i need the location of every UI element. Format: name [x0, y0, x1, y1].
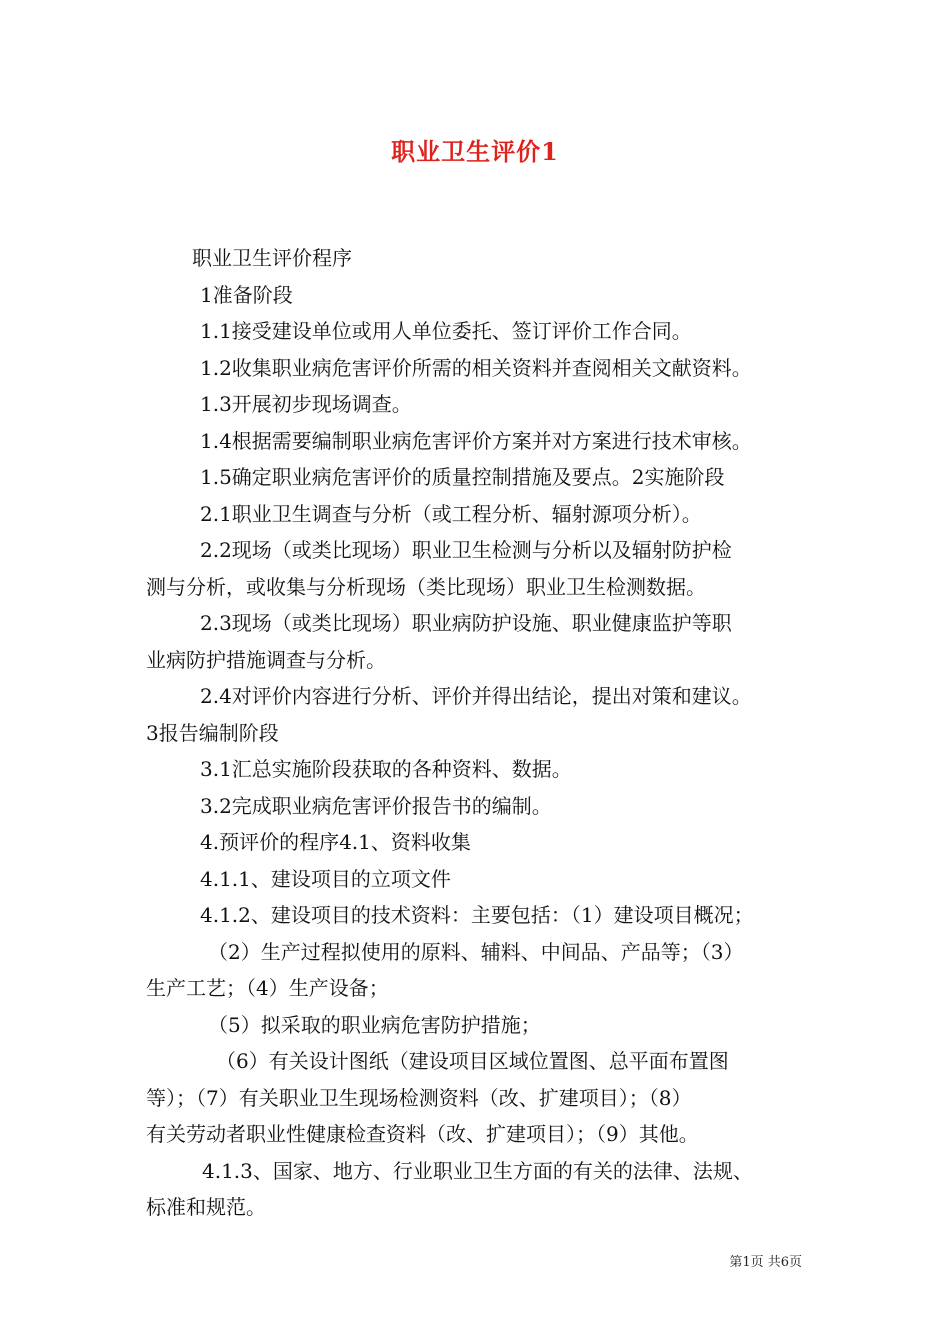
document-title: 职业卫生评价1 — [391, 137, 559, 166]
paragraph-line: 4.1.3、国家、地方、行业职业卫生方面的有关的法律、法规、 — [202, 1158, 753, 1183]
paragraph-line: 等）；（7）有关职业卫生现场检测资料（改、扩建项目）；（8） — [146, 1085, 692, 1110]
paragraph-line: 1.2收集职业病危害评价所需的相关资料并查阅相关文献资料。 — [200, 355, 752, 380]
paragraph-line: 3.2完成职业病危害评价报告书的编制。 — [200, 793, 552, 818]
paragraph-line: 3.1汇总实施阶段获取的各种资料、数据。 — [200, 757, 572, 781]
paragraph-line: 标准和规范。 — [146, 1195, 266, 1219]
paragraph-line: 2.2现场（或类比现场）职业卫生检测与分析以及辐射防护检 — [200, 538, 732, 562]
paragraph-line: 1.4根据需要编制职业病危害评价方案并对方案进行技术审核。 — [200, 428, 752, 453]
paragraph-line: 4.1.2、建设项目的技术资料：主要包括：（1）建设项目概况； — [200, 903, 754, 927]
paragraph-line: （6）有关设计图纸（建设项目区域位置图、总平面布置图 — [216, 1049, 729, 1073]
paragraph-line: 测与分析，或收集与分析现场（类比现场）职业卫生检测数据。 — [146, 574, 706, 599]
paragraph-line: 2.3现场（或类比现场）职业病防护设施、职业健康监护等职 — [200, 611, 732, 635]
paragraph-line: 4.预评价的程序4.1、资料收集 — [200, 830, 471, 854]
page-number: 第1页 共6页 — [729, 1255, 802, 1270]
paragraph-line: 2.4对评价内容进行分析、评价并得出结论，提出对策和建议。 — [200, 684, 752, 708]
paragraph-line: 1.5确定职业病危害评价的质量控制措施及要点。2实施阶段 — [200, 465, 725, 489]
paragraph-line: 2.1职业卫生调查与分析（或工程分析、辐射源项分析）。 — [200, 501, 702, 526]
paragraph-line: 业病防护措施调查与分析。 — [146, 647, 386, 672]
document-body — [146, 240, 818, 1226]
paragraph-line: 1.3开展初步现场调查。 — [200, 392, 412, 416]
paragraph-line: 职业卫生评价程序 — [192, 246, 352, 270]
paragraph-line: （2）生产过程拟使用的原料、辅料、中间品、产品等；（3） — [208, 939, 744, 964]
paragraph-line: 有关劳动者职业性健康检查资料（改、扩建项目）；（9）其他。 — [146, 1122, 699, 1146]
paragraph-line: 1准备阶段 — [200, 282, 293, 307]
paragraph-line: 1.1接受建设单位或用人单位委托、签订评价工作合同。 — [200, 319, 692, 343]
paragraph-line: 4.1.1、建设项目的立项文件 — [200, 866, 451, 891]
paragraph-line: （5）拟采取的职业病危害防护措施； — [208, 1012, 541, 1037]
paragraph-line: 生产工艺；（4）生产设备； — [146, 976, 389, 1000]
paragraph-line: 3报告编制阶段 — [146, 720, 279, 745]
